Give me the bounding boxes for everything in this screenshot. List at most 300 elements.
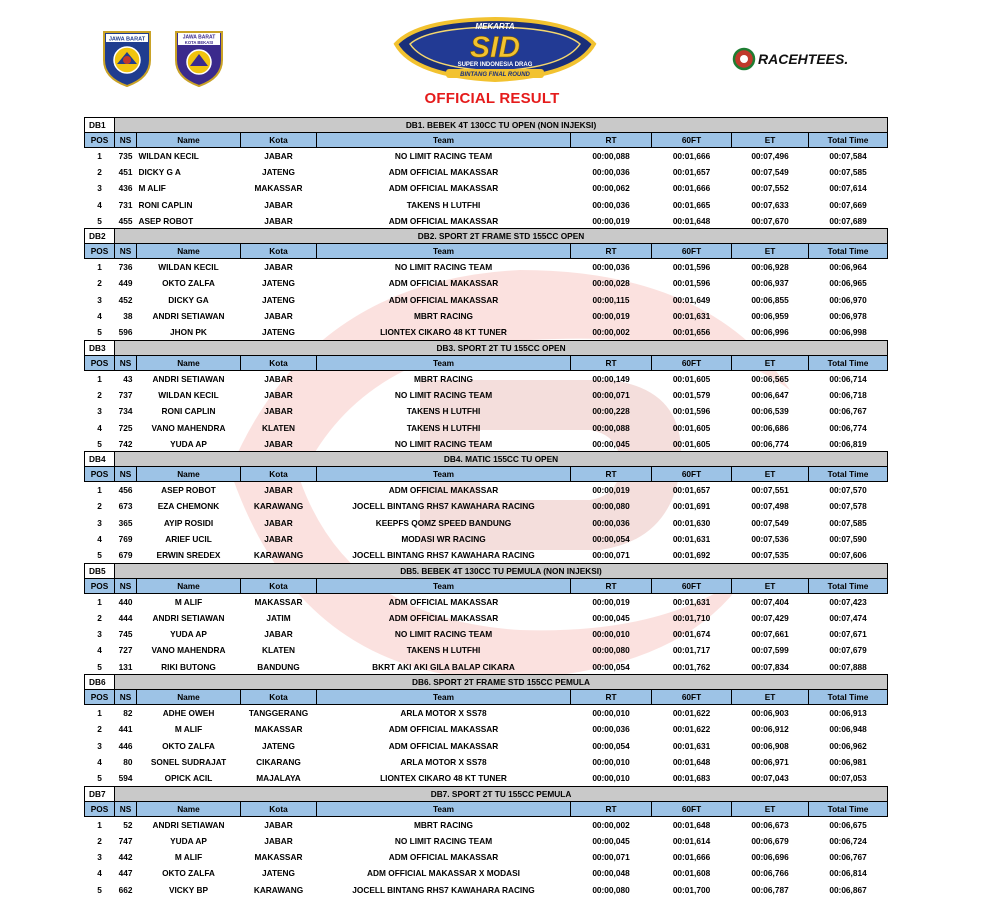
column-header-team: Team <box>317 355 571 370</box>
cell-pos: 4 <box>97 199 102 210</box>
cell-rt: 00:00,048 <box>592 868 630 879</box>
cell-rt: 00:00,071 <box>592 389 630 400</box>
cell-pos: 4 <box>97 311 102 322</box>
cell-rt: 00:00,149 <box>592 373 630 384</box>
cell-total-time: 00:07,570 <box>829 485 867 496</box>
cell-total-time: 00:06,978 <box>829 311 867 322</box>
cell-team: MODASI WR RACING <box>401 533 486 544</box>
results-sheet <box>84 117 887 898</box>
class-title-row <box>85 118 888 133</box>
column-header-kota: Kota <box>241 244 317 259</box>
cell-et: 00:07,670 <box>751 215 789 226</box>
cell-pos: 1 <box>97 819 102 830</box>
cell-ns: 444 <box>118 612 133 623</box>
cell-rt: 00:00,045 <box>592 612 630 623</box>
column-header-row <box>85 133 888 148</box>
column-header-row <box>85 690 888 705</box>
cell-total-time: 00:07,053 <box>829 773 867 783</box>
cell-60ft: 00:01,656 <box>672 327 711 338</box>
cell-total-time: 00:07,590 <box>829 533 867 544</box>
cell-rt: 00:00,115 <box>592 294 630 305</box>
column-header-et: ET <box>732 801 809 816</box>
cell-et: 00:06,912 <box>751 724 789 735</box>
cell-team: NO LIMIT RACING TEAM <box>394 629 493 640</box>
column-header-ns: NS <box>115 801 137 816</box>
cell-rt: 00:00,036 <box>592 724 630 735</box>
cell-kota: BANDUNG <box>257 661 300 672</box>
cell-60ft: 00:01,596 <box>672 278 711 289</box>
cell-name: ERWIN SREDEX <box>156 550 221 561</box>
column-header-et: ET <box>732 578 809 593</box>
table-row <box>85 849 888 865</box>
cell-et: 00:06,774 <box>751 438 789 449</box>
cell-name: AYIP ROSIDI <box>163 517 214 528</box>
cell-60ft: 00:01,710 <box>672 612 711 623</box>
cell-et: 00:07,834 <box>751 661 789 672</box>
column-header-row <box>85 355 888 370</box>
cell-kota: JABAR <box>264 835 293 846</box>
cell-kota: JABAR <box>264 533 293 544</box>
cell-et: 00:06,937 <box>751 278 789 289</box>
cell-team: LIONTEX CIKARO 48 KT TUNER <box>380 327 507 338</box>
cell-60ft: 00:01,666 <box>672 150 711 161</box>
badge1-text: JAWA BARAT <box>108 36 146 43</box>
column-header-name: Name <box>137 690 241 705</box>
cell-total-time: 00:07,614 <box>829 183 867 194</box>
cell-et: 00:06,928 <box>751 262 789 273</box>
column-header-et: ET <box>732 133 809 148</box>
table-row <box>85 882 888 898</box>
cell-team: ARLA MOTOR X SS78 <box>400 708 487 719</box>
column-header-row <box>85 467 888 482</box>
cell-team: NO LIMIT RACING TEAM <box>394 262 493 273</box>
cell-total-time: 00:07,689 <box>829 215 867 226</box>
table-row <box>85 865 888 881</box>
cell-pos: 1 <box>97 596 102 607</box>
cell-total-time: 00:07,578 <box>829 501 867 512</box>
cell-60ft: 00:01,648 <box>672 215 711 226</box>
cell-name: RONI CAPLIN <box>161 406 216 417</box>
class-code: DB3 <box>85 340 115 355</box>
cell-total-time: 00:07,585 <box>829 166 867 177</box>
cell-name: YUDA AP <box>170 438 207 449</box>
cell-et: 00:07,536 <box>751 533 789 544</box>
cell-total-time: 00:06,718 <box>829 389 867 400</box>
cell-kota: MAKASSAR <box>254 852 303 863</box>
cell-team: ADM OFFICIAL MAKASSAR X MODASI <box>367 868 520 879</box>
cell-pos: 2 <box>97 501 102 512</box>
cell-kota: MAKASSAR <box>254 724 303 735</box>
table-row <box>85 531 888 547</box>
cell-60ft: 00:01,700 <box>672 884 711 895</box>
table-row <box>85 482 888 498</box>
table-row <box>85 498 888 514</box>
main-logo-sub1: SUPER INDONESIA DRAG <box>457 62 533 68</box>
cell-60ft: 00:01,691 <box>672 501 711 512</box>
cell-team: JOCELL BINTANG RHS7 KAWAHARA RACING <box>352 550 535 561</box>
cell-60ft: 00:01,657 <box>672 166 711 177</box>
cell-et: 00:06,539 <box>751 406 789 417</box>
cell-rt: 00:00,228 <box>592 406 630 417</box>
cell-kota: MAJALAYA <box>256 773 301 783</box>
cell-kota: JABAR <box>264 629 293 640</box>
cell-name: M ALIF <box>138 183 166 194</box>
column-header-et: ET <box>732 690 809 705</box>
cell-et: 00:07,599 <box>751 645 789 656</box>
column-header-name: Name <box>137 467 241 482</box>
cell-kota: JATENG <box>261 278 296 289</box>
cell-total-time: 00:06,981 <box>829 756 867 767</box>
mekarta-sid-logo <box>388 14 602 84</box>
cell-et: 00:06,673 <box>751 819 789 830</box>
cell-rt: 00:00,002 <box>592 327 630 338</box>
cell-total-time: 00:06,965 <box>829 278 867 289</box>
table-row <box>85 754 888 770</box>
cell-name: OPICK ACIL <box>164 773 213 783</box>
cell-60ft: 00:01,596 <box>672 262 711 273</box>
cell-name: M ALIF <box>174 724 203 735</box>
cell-ns: 736 <box>118 262 133 273</box>
cell-rt: 00:00,019 <box>592 485 630 496</box>
cell-rt: 00:00,019 <box>592 311 630 322</box>
cell-rt: 00:00,036 <box>592 517 630 528</box>
column-header-total-time: Total Time <box>809 133 888 148</box>
cell-ns: 734 <box>118 406 133 417</box>
cell-team: KEEPFS QOMZ SPEED BANDUNG <box>375 517 512 528</box>
cell-total-time: 00:06,724 <box>829 835 867 846</box>
cell-et: 00:07,549 <box>751 166 789 177</box>
cell-team: JOCELL BINTANG RHS7 KAWAHARA RACING <box>352 884 535 895</box>
cell-total-time: 00:07,671 <box>829 629 867 640</box>
column-header-rt: RT <box>571 467 652 482</box>
cell-60ft: 00:01,605 <box>672 422 711 433</box>
cell-name: WILDAN KECIL <box>158 262 219 273</box>
class-name: DB1. BEBEK 4T 130CC TU OPEN (NON INJEKSI) <box>115 118 888 133</box>
cell-total-time: 00:06,675 <box>829 819 867 830</box>
column-header-pos: POS <box>85 690 115 705</box>
column-header-60ft: 60FT <box>652 355 732 370</box>
cell-et: 00:07,043 <box>751 773 789 783</box>
class-name: DB7. SPORT 2T TU 155CC PEMULA <box>115 786 888 801</box>
main-logo-sub2: BINTANG FINAL ROUND <box>460 72 530 78</box>
cell-team: JOCELL BINTANG RHS7 KAWAHARA RACING <box>352 501 535 512</box>
column-header-60ft: 60FT <box>652 133 732 148</box>
cell-name: RIKI BUTONG <box>161 661 216 672</box>
cell-name: ANDRI SETIAWAN <box>152 373 225 384</box>
cell-ns: 442 <box>118 852 133 863</box>
cell-et: 00:06,679 <box>751 835 789 846</box>
column-header-total-time: Total Time <box>809 355 888 370</box>
cell-kota: JATENG <box>261 327 296 338</box>
class-name: DB4. MATIC 155CC TU OPEN <box>115 452 888 467</box>
table-row <box>85 196 888 212</box>
cell-rt: 00:00,045 <box>592 438 630 449</box>
cell-kota: JABAR <box>264 485 293 496</box>
cell-rt: 00:00,071 <box>592 550 630 561</box>
column-header-ns: NS <box>115 690 137 705</box>
cell-et: 00:06,766 <box>751 868 789 879</box>
column-header-et: ET <box>732 355 809 370</box>
table-row <box>85 547 888 563</box>
cell-team: ADM OFFICIAL MAKASSAR <box>388 612 499 623</box>
cell-pos: 5 <box>97 215 102 226</box>
cell-total-time: 00:07,679 <box>829 645 867 656</box>
cell-pos: 4 <box>97 756 102 767</box>
cell-pos: 1 <box>97 150 102 161</box>
cell-rt: 00:00,019 <box>592 596 630 607</box>
column-header-name: Name <box>137 801 241 816</box>
cell-et: 00:06,959 <box>751 311 789 322</box>
cell-rt: 00:00,062 <box>592 183 630 194</box>
cell-pos: 3 <box>97 183 102 194</box>
cell-team: NO LIMIT RACING TEAM <box>394 438 493 449</box>
class-code: DB6 <box>85 675 115 690</box>
table-row <box>85 164 888 180</box>
column-header-total-time: Total Time <box>809 801 888 816</box>
cell-total-time: 00:07,606 <box>829 550 867 561</box>
cell-rt: 00:00,054 <box>592 661 630 672</box>
class-name: DB3. SPORT 2T TU 155CC OPEN <box>115 340 888 355</box>
cell-total-time: 00:06,767 <box>829 406 867 417</box>
cell-team: ADM OFFICIAL MAKASSAR <box>388 740 499 751</box>
class-name: DB2. SPORT 2T FRAME STD 155CC OPEN <box>115 229 888 244</box>
cell-pos: 1 <box>97 708 102 719</box>
cell-ns: 745 <box>118 629 133 640</box>
cell-pos: 5 <box>97 884 102 895</box>
column-header-team: Team <box>317 244 571 259</box>
cell-team: ADM OFFICIAL MAKASSAR <box>388 183 499 194</box>
table-row <box>85 642 888 658</box>
column-header-pos: POS <box>85 467 115 482</box>
cell-total-time: 00:06,774 <box>829 422 867 433</box>
table-row <box>85 515 888 531</box>
column-header-60ft: 60FT <box>652 801 732 816</box>
table-row <box>85 593 888 609</box>
cell-team: NO LIMIT RACING TEAM <box>394 389 493 400</box>
class-title-row <box>85 675 888 690</box>
cell-team: TAKENS H LUTFHI <box>406 422 481 433</box>
cell-team: MBRT RACING <box>414 819 473 830</box>
table-row <box>85 419 888 435</box>
cell-total-time: 00:06,964 <box>829 262 867 273</box>
column-header-pos: POS <box>85 244 115 259</box>
cell-rt: 00:00,019 <box>592 215 630 226</box>
table-row <box>85 148 888 164</box>
table-row <box>85 705 888 721</box>
cell-team: ADM OFFICIAL MAKASSAR <box>388 278 499 289</box>
cell-60ft: 00:01,683 <box>672 773 711 783</box>
cell-pos: 2 <box>97 612 102 623</box>
cell-60ft: 00:01,648 <box>672 819 711 830</box>
cell-ns: 455 <box>118 215 133 226</box>
table-row <box>85 324 888 340</box>
cell-pos: 5 <box>97 327 102 338</box>
cell-ns: 82 <box>123 708 133 719</box>
cell-team: BKRT AKI AKI GILA BALAP CIKARA <box>372 661 515 672</box>
cell-rt: 00:00,045 <box>592 835 630 846</box>
column-header-rt: RT <box>571 578 652 593</box>
cell-60ft: 00:01,579 <box>672 389 711 400</box>
cell-et: 00:06,855 <box>751 294 789 305</box>
cell-name: ASEP ROBOT <box>161 485 216 496</box>
cell-kota: JABAR <box>264 311 293 322</box>
cell-ns: 769 <box>118 533 133 544</box>
table-row <box>85 770 888 786</box>
column-header-rt: RT <box>571 244 652 259</box>
column-header-pos: POS <box>85 578 115 593</box>
cell-pos: 3 <box>97 740 102 751</box>
cell-kota: JABAR <box>264 199 293 210</box>
cell-ns: 731 <box>118 199 133 210</box>
cell-pos: 2 <box>97 278 102 289</box>
results-table <box>84 117 888 898</box>
cell-ns: 80 <box>123 756 133 767</box>
main-logo-big: SID <box>469 31 521 64</box>
cell-et: 00:07,496 <box>751 150 789 161</box>
table-row <box>85 213 888 229</box>
cell-rt: 00:00,080 <box>592 501 630 512</box>
cell-ns: 43 <box>123 373 133 384</box>
cell-rt: 00:00,002 <box>592 819 630 830</box>
column-header-ns: NS <box>115 355 137 370</box>
cell-name: ADHE OWEH <box>162 708 215 719</box>
cell-team: TAKENS H LUTFHI <box>406 199 481 210</box>
cell-name: YUDA AP <box>170 835 207 846</box>
cell-ns: 52 <box>123 819 133 830</box>
cell-ns: 727 <box>118 645 133 656</box>
column-header-team: Team <box>317 578 571 593</box>
cell-pos: 2 <box>97 389 102 400</box>
column-header-row <box>85 801 888 816</box>
cell-ns: 747 <box>118 835 133 846</box>
cell-pos: 4 <box>97 533 102 544</box>
table-row <box>85 659 888 675</box>
cell-et: 00:07,429 <box>751 612 789 623</box>
cell-team: NO LIMIT RACING TEAM <box>394 150 493 161</box>
class-title-row <box>85 563 888 578</box>
cell-et: 00:07,498 <box>751 501 789 512</box>
table-row <box>85 370 888 386</box>
class-code: DB7 <box>85 786 115 801</box>
cell-60ft: 00:01,649 <box>672 294 711 305</box>
table-row <box>85 180 888 196</box>
cell-rt: 00:00,036 <box>592 199 630 210</box>
cell-kota: JABAR <box>264 262 293 273</box>
cell-pos: 4 <box>97 645 102 656</box>
cell-ns: 451 <box>118 166 133 177</box>
cell-total-time: 00:06,948 <box>829 724 867 735</box>
cell-et: 00:06,647 <box>751 389 789 400</box>
cell-pos: 5 <box>97 773 102 783</box>
cell-60ft: 00:01,614 <box>672 835 711 846</box>
cell-team: NO LIMIT RACING TEAM <box>394 835 493 846</box>
column-header-kota: Kota <box>241 355 317 370</box>
cell-60ft: 00:01,622 <box>672 708 711 719</box>
cell-60ft: 00:01,631 <box>672 533 711 544</box>
cell-ns: 436 <box>118 183 133 194</box>
cell-60ft: 00:01,762 <box>672 661 711 672</box>
column-header-pos: POS <box>85 801 115 816</box>
cell-rt: 00:00,010 <box>592 756 630 767</box>
cell-ns: 449 <box>118 278 133 289</box>
cell-et: 00:06,996 <box>751 327 789 338</box>
column-header-ns: NS <box>115 578 137 593</box>
cell-pos: 5 <box>97 438 102 449</box>
cell-kota: KARAWANG <box>253 550 304 561</box>
column-header-ns: NS <box>115 244 137 259</box>
cell-total-time: 00:07,584 <box>829 150 867 161</box>
cell-et: 00:06,971 <box>751 756 789 767</box>
cell-name: ARIEF UCIL <box>165 533 212 544</box>
column-header-total-time: Total Time <box>809 578 888 593</box>
table-row <box>85 308 888 324</box>
cell-name: OKTO ZALFA <box>162 740 215 751</box>
cell-total-time: 00:07,585 <box>829 517 867 528</box>
column-header-pos: POS <box>85 133 115 148</box>
cell-kota: JATENG <box>261 166 296 177</box>
cell-ns: 131 <box>118 661 133 672</box>
column-header-row <box>85 578 888 593</box>
cell-team: ADM OFFICIAL MAKASSAR <box>388 166 499 177</box>
column-header-kota: Kota <box>241 133 317 148</box>
cell-total-time: 00:06,867 <box>829 884 867 895</box>
table-row <box>85 721 888 737</box>
cell-pos: 5 <box>97 550 102 561</box>
cell-rt: 00:00,088 <box>592 422 630 433</box>
cell-pos: 2 <box>97 835 102 846</box>
cell-60ft: 00:01,717 <box>672 645 711 656</box>
column-header-name: Name <box>137 578 241 593</box>
table-row <box>85 403 888 419</box>
class-code: DB4 <box>85 452 115 467</box>
cell-rt: 00:00,080 <box>592 645 630 656</box>
cell-pos: 2 <box>97 724 102 735</box>
cell-et: 00:07,535 <box>751 550 789 561</box>
cell-60ft: 00:01,622 <box>672 724 711 735</box>
table-row <box>85 626 888 642</box>
cell-kota: KARAWANG <box>253 884 304 895</box>
cell-total-time: 00:06,814 <box>829 868 867 879</box>
cell-team: MBRT RACING <box>414 373 473 384</box>
cell-team: TAKENS H LUTFHI <box>406 645 481 656</box>
cell-total-time: 00:07,474 <box>829 612 867 623</box>
cell-name: OKTO ZALFA <box>162 868 215 879</box>
cell-name: OKTO ZALFA <box>162 278 215 289</box>
cell-kota: TANGGERANG <box>248 708 309 719</box>
column-header-et: ET <box>732 467 809 482</box>
cell-rt: 00:00,028 <box>592 278 630 289</box>
cell-ns: 594 <box>118 773 133 783</box>
cell-kota: CIKARANG <box>256 756 301 767</box>
cell-ns: 679 <box>118 550 133 561</box>
table-row <box>85 387 888 403</box>
cell-team: ADM OFFICIAL MAKASSAR <box>388 596 499 607</box>
column-header-kota: Kota <box>241 801 317 816</box>
cell-pos: 3 <box>97 852 102 863</box>
cell-pos: 3 <box>97 406 102 417</box>
column-header-ns: NS <box>115 133 137 148</box>
cell-et: 00:07,549 <box>751 517 789 528</box>
cell-name: RONI CAPLIN <box>138 199 193 210</box>
cell-team: TAKENS H LUTFHI <box>406 406 481 417</box>
column-header-kota: Kota <box>241 690 317 705</box>
cell-team: ARLA MOTOR X SS78 <box>400 756 487 767</box>
cell-rt: 00:00,088 <box>592 150 630 161</box>
table-row <box>85 833 888 849</box>
class-code: DB1 <box>85 118 115 133</box>
cell-ns: 596 <box>118 327 133 338</box>
cell-kota: JATENG <box>261 868 296 879</box>
